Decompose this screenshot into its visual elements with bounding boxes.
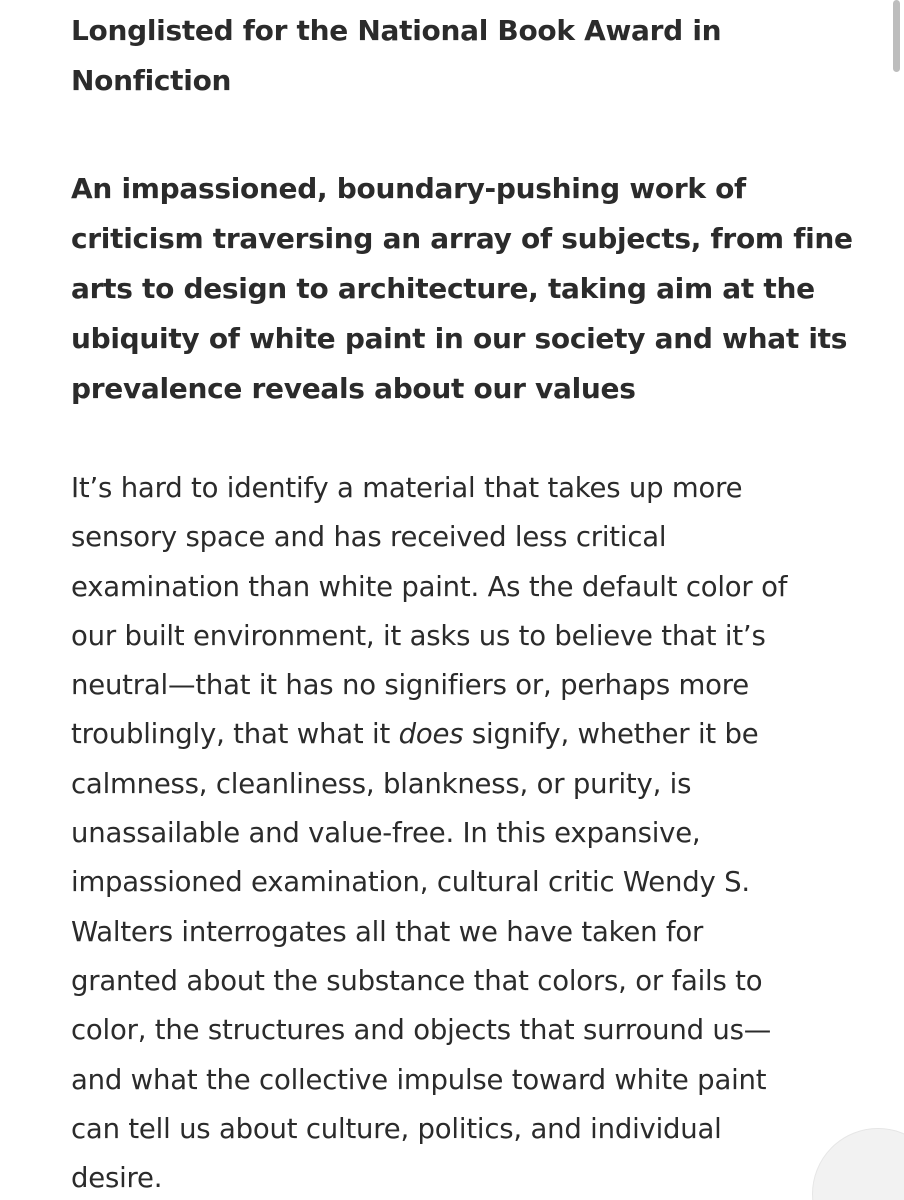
tagline-line: criticism traversing an array of subjects, from fine [71, 222, 853, 255]
tagline-line: An impassioned, boundary-pushing work of [71, 172, 746, 205]
synopsis-line: unassailable and value-free. In this expansive, [71, 817, 701, 850]
synopsis-emphasis: does [398, 718, 464, 751]
scrollbar-thumb[interactable] [893, 0, 900, 72]
synopsis-line: our built environment, it asks us to believe that it’s [71, 619, 766, 652]
tagline-line: prevalence reveals about our values [71, 372, 636, 405]
book-synopsis [71, 464, 841, 1200]
vertical-scrollbar[interactable] [890, 0, 904, 1200]
synopsis-line: examination than white paint. As the default color of [71, 570, 788, 603]
synopsis-text: troublingly, that what it [71, 718, 399, 751]
synopsis-line: calmness, cleanliness, blankness, or purity, is [71, 767, 692, 800]
synopsis-line: desire. [71, 1162, 163, 1195]
synopsis-line [71, 710, 841, 759]
book-tagline [71, 164, 853, 414]
synopsis-text: signify, whether it be [463, 718, 759, 751]
synopsis-line: It’s hard to identify a material that takes up more [71, 472, 743, 504]
synopsis-line: can tell us about culture, politics, and individual [71, 1112, 722, 1145]
award-note [71, 6, 841, 106]
synopsis-line: impassioned examination, cultural critic Wendy S. [71, 866, 750, 899]
tagline-line: arts to design to architecture, taking aim at the [71, 272, 815, 305]
synopsis-line: granted about the substance that colors, or fails to [71, 964, 763, 997]
description-content [71, 6, 853, 1200]
synopsis-line: color, the structures and objects that surround us— [71, 1014, 772, 1047]
synopsis-line: Walters interrogates all that we have taken for [71, 915, 704, 948]
synopsis-line: neutral—that it has no signifiers or, perhaps more [71, 669, 749, 702]
synopsis-line: and what the collective impulse toward white paint [71, 1063, 767, 1096]
award-line: Longlisted for the National Book Award in [71, 14, 722, 47]
award-line: Nonfiction [71, 64, 232, 97]
synopsis-line: sensory space and has received less critical [71, 521, 667, 554]
tagline-line: ubiquity of white paint in our society and what its [71, 322, 848, 355]
